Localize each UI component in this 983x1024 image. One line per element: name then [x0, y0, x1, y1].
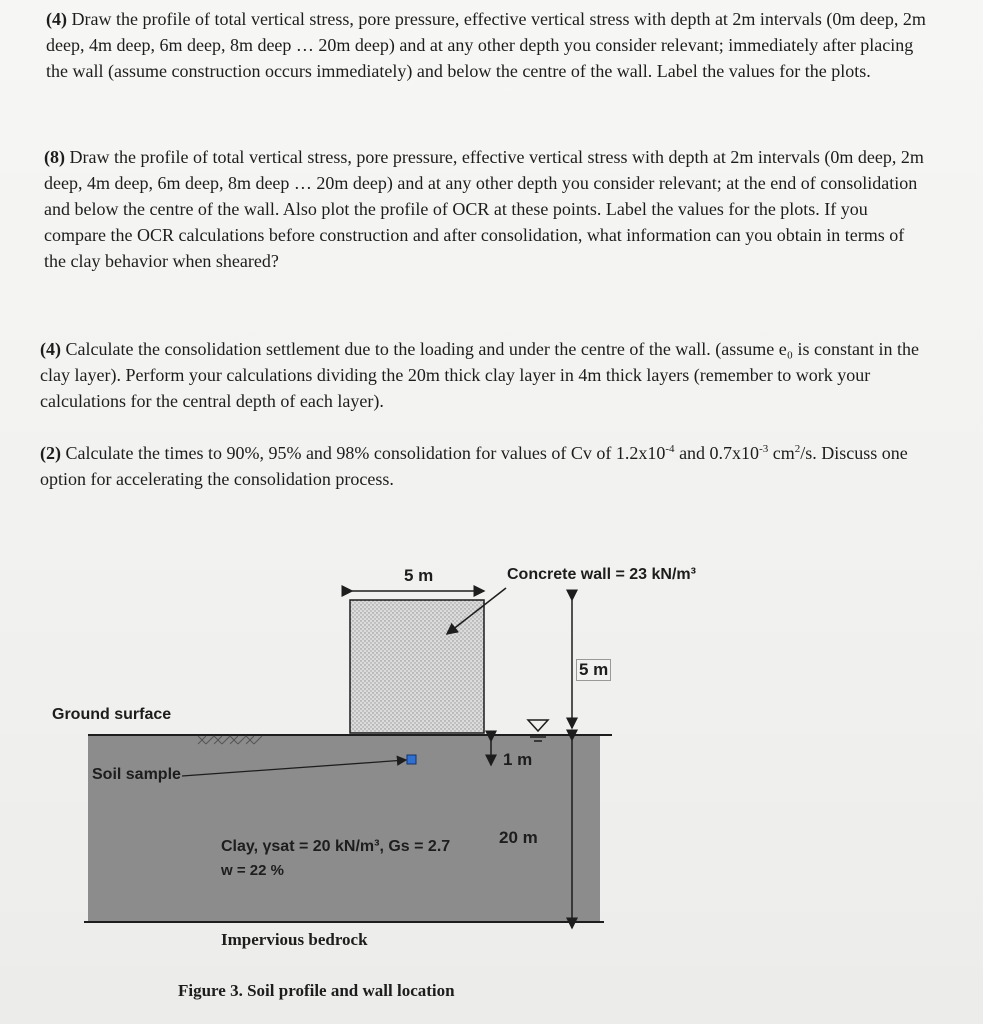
question-4-text-a: Calculate the times to 90%, 95% and 98% consolidation for values of Cv of 1.2x10 — [65, 443, 666, 463]
figure-caption: Figure 3. Soil profile and wall location — [178, 981, 455, 1000]
question-1-marks: (4) — [46, 9, 67, 29]
clay-thickness-label: 20 m — [499, 828, 538, 847]
question-4-text-c: cm — [768, 443, 795, 463]
question-4-marks: (2) — [40, 443, 61, 463]
question-3-marks: (4) — [40, 339, 61, 359]
soil-sample-label: Soil sample — [92, 766, 181, 783]
question-2-marks: (8) — [44, 147, 65, 167]
clay-properties-line1: Clay, γsat = 20 kN/m³, Gs = 2.7 — [221, 838, 451, 855]
clay-properties-line2: w = 22 % — [221, 862, 284, 879]
wall-height-label: 5 m — [576, 659, 611, 681]
bedrock-label: Impervious bedrock — [221, 930, 368, 949]
question-4-text-d: /s. Discuss one option for accelerating the consolidation process. — [40, 443, 908, 489]
question-2-text: Draw the profile of total vertical stress, pore pressure, effective vertical stress with depth at 2m intervals (0m deep, 2m deep, 4m deep, 6m deep, 8m deep … 20m deep) and at any other depth you consider relevant; at the end of consolidation and below the centre of the wall. Also plot the profile of OCR at these points. Label the values for the plots. If you compare the OCR calculations before construction and after consolidation, what information can you obtain in terms of the clay behavior when sheared? — [44, 147, 924, 271]
wall-width-label: 5 m — [404, 566, 434, 585]
question-4-exponent-c: 2 — [794, 443, 801, 455]
concrete-wall-label: Concrete wall = 23 kN/m³ — [507, 566, 696, 583]
soil-sample-icon — [407, 755, 416, 764]
question-1-text: Draw the profile of total vertical stress, pore pressure, effective vertical stress with depth at 2m intervals (0m deep, 2m deep, 4m deep, 6m deep, 8m deep … 20m deep) and at any other depth you consider relevant; immediately after placing the wall (assume construction occurs immediately) and below the centre of the wall. Label the values for the plots. — [46, 9, 926, 81]
question-4-exponent-b: -3 — [759, 443, 769, 455]
question-4-exponent-a: -4 — [665, 443, 675, 455]
ground-surface-label: Ground surface — [52, 706, 172, 723]
question-3-text: Calculate the consolidation settlement due to the loading and under the centre of the wall. (assume e₀ is constant in the clay layer). Perform your calculations dividing the 20m thick clay layer in 4m thick layers (remember to work your calculations for the central depth of each layer). — [40, 339, 920, 411]
question-4-text-b: and 0.7x10 — [674, 443, 760, 463]
water-depth-label: 1 m — [503, 750, 533, 769]
